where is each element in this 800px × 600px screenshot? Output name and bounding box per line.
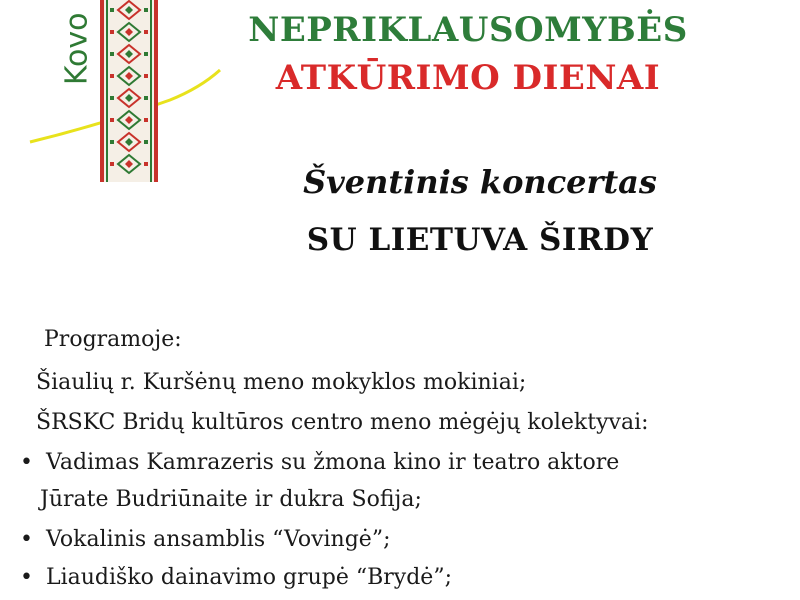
diamond-motif-icon [118,45,140,63]
diamond-motif-icon [118,89,140,107]
diamond-motif-icon [118,155,140,173]
headline-line-1: NEPRIKLAUSOMYBĖS [248,10,688,50]
band-dot-icon [110,118,114,122]
band-dot-icon [110,96,114,100]
diamond-motif-icon [125,6,133,14]
woven-band-icon [100,0,158,182]
diamond-motif-icon [125,28,133,36]
program-item-line: Jūrate Budriūnaite ir dukra Sofija; [40,487,422,512]
band-dot-icon [110,8,114,12]
band-dot-icon [110,52,114,56]
band-dot-icon [110,140,114,144]
diamond-motif-icon [125,50,133,58]
band-dot-icon [110,74,114,78]
band-dot-icon [144,140,148,144]
side-text-label: Kovo [59,12,94,86]
program-intro-line: Šiaulių r. Kuršėnų meno mokyklos mokiniai; [36,370,527,395]
diamond-motif-icon [125,94,133,102]
band-dot-icon [144,162,148,166]
program-item-line: Vadimas Kamrazeris su žmona kino ir teatro aktore [46,450,620,475]
side-text [58,0,94,100]
diamond-motif-icon [118,67,140,85]
headline-line-2: ATKŪRIMO DIENAI [275,58,661,98]
band-dot-icon [110,162,114,166]
band-dot-icon [144,30,148,34]
bullet-icon: • [20,527,33,552]
diamond-motif-icon [118,1,140,19]
diamond-motif-icon [125,160,133,168]
subtitle-line-1: Šventinis koncertas [303,163,657,201]
band-dot-icon [144,118,148,122]
diamond-motif-icon [125,138,133,146]
band-dot-icon [144,8,148,12]
program-intro-line: ŠRSKC Bridų kultūros centro meno mėgėjų kolektyvai: [36,410,649,435]
diamond-motif-icon [118,133,140,151]
band-dot-icon [144,96,148,100]
band-dot-icon [144,52,148,56]
program-item-line: Vokalinis ansamblis “Vovingė”; [46,527,391,552]
bullet-icon: • [20,450,33,475]
program-item-line: Liaudiško dainavimo grupė “Brydė”; [46,565,452,590]
bullet-icon: • [20,565,33,590]
diamond-motif-icon [118,23,140,41]
diamond-motif-icon [125,116,133,124]
band-dot-icon [144,74,148,78]
program-label: Programoje: [44,327,182,352]
band-dot-icon [110,30,114,34]
subtitle-line-2: SU LIETUVA ŠIRDY [306,222,654,258]
diamond-motif-icon [125,72,133,80]
diamond-motif-icon [118,111,140,129]
